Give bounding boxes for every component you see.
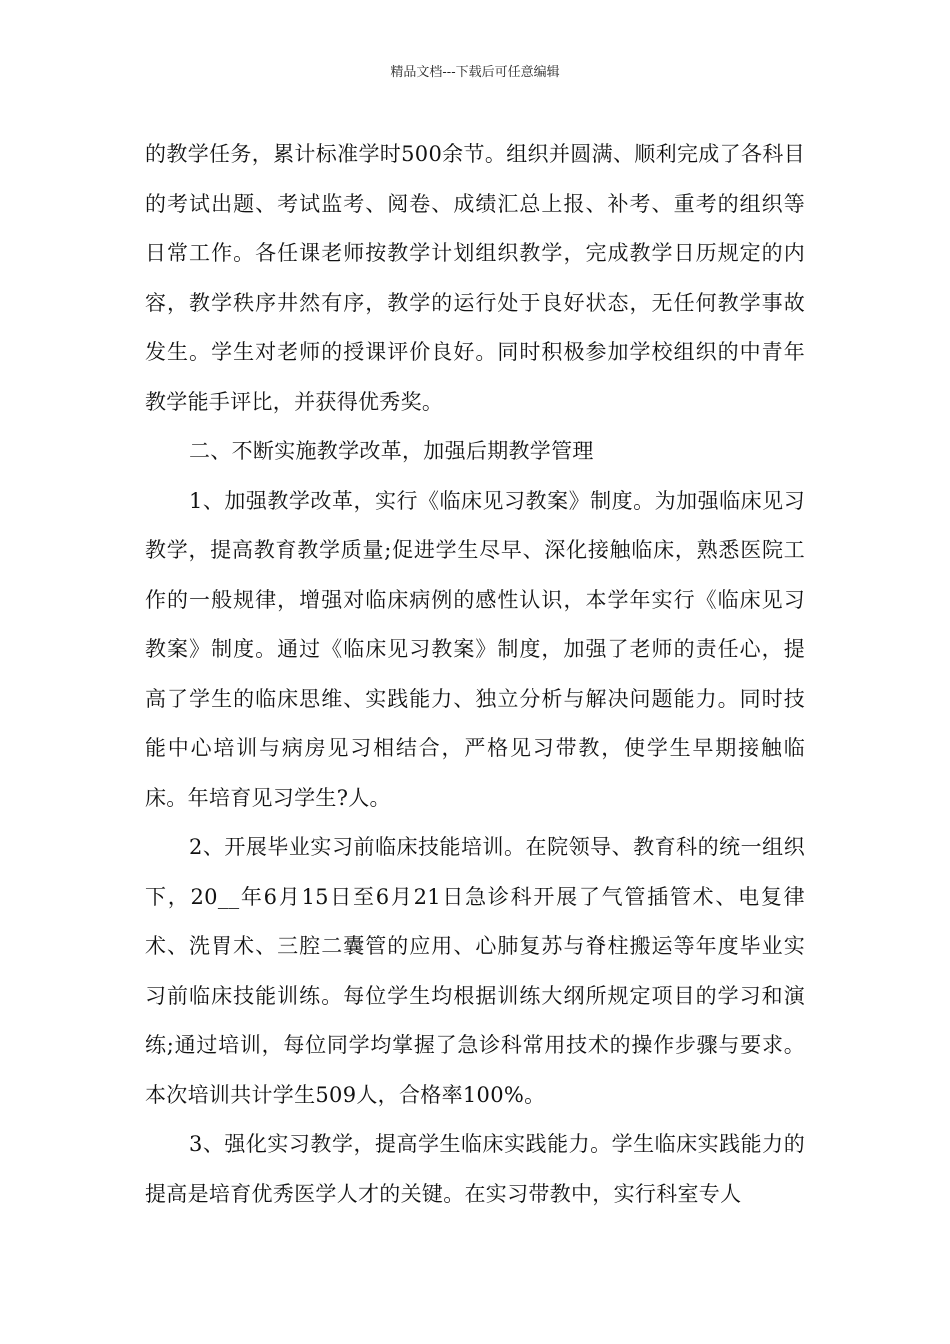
paragraph-item-2: 2、开展毕业实习前临床技能培训。在院领导、教育科的统一组织下，20__年6月15日至6月21日急诊科开展了气管插管术、电复律术、洗胃术、三腔二囊管的应用、心肺复苏与脊柱搬运等年度毕业实习前临床技能训练。每位学生均根据训练大纲所规定项目的学习和演练;通过培训，每位同学均掌握了急诊科常用技术的操作步骤与要求。本次培训共计学生509人，合格率100%。 (145, 835, 805, 1107)
page-header: 精品文档---下载后可任意编辑 (390, 65, 560, 80)
paragraph-item-3: 3、强化实习教学，提高学生临床实践能力。学生临床实践能力的提高是培育优秀医学人才的关键。在实习带教中，实行科室专人 (145, 1132, 805, 1206)
paragraph-item-1: 1、加强教学改革，实行《临床见习教案》制度。为加强临床见习教学，提高教育教学质量;促进学生尽早、深化接触临床，熟悉医院工作的一般规律，增强对临床病例的感性认识，本学年实行《临床见习教案》制度。通过《临床见习教案》制度，加强了老师的责任心，提高了学生的临床思维、实践能力、独立分析与解决问题能力。同时技能中心培训与病房见习相结合，严格见习带教，使学生早期接触临床。年培育见习学生?人。 (145, 488, 805, 810)
section-heading: 二、不断实施教学改革，加强后期教学管理 (189, 439, 594, 463)
paragraph-continuation: 的教学任务，累计标准学时500余节。组织并圆满、顺利完成了各科目的考试出题、考试监考、阅卷、成绩汇总上报、补考、重考的组织等日常工作。各任课老师按教学计划组织教学，完成教学日历规定的内容，教学秩序井然有序，教学的运行处于良好状态，无任何教学事故发生。学生对老师的授课评价良好。同时积极参加学校组织的中青年教学能手评比，并获得优秀奖。 (145, 142, 805, 414)
document-body (145, 130, 805, 1219)
